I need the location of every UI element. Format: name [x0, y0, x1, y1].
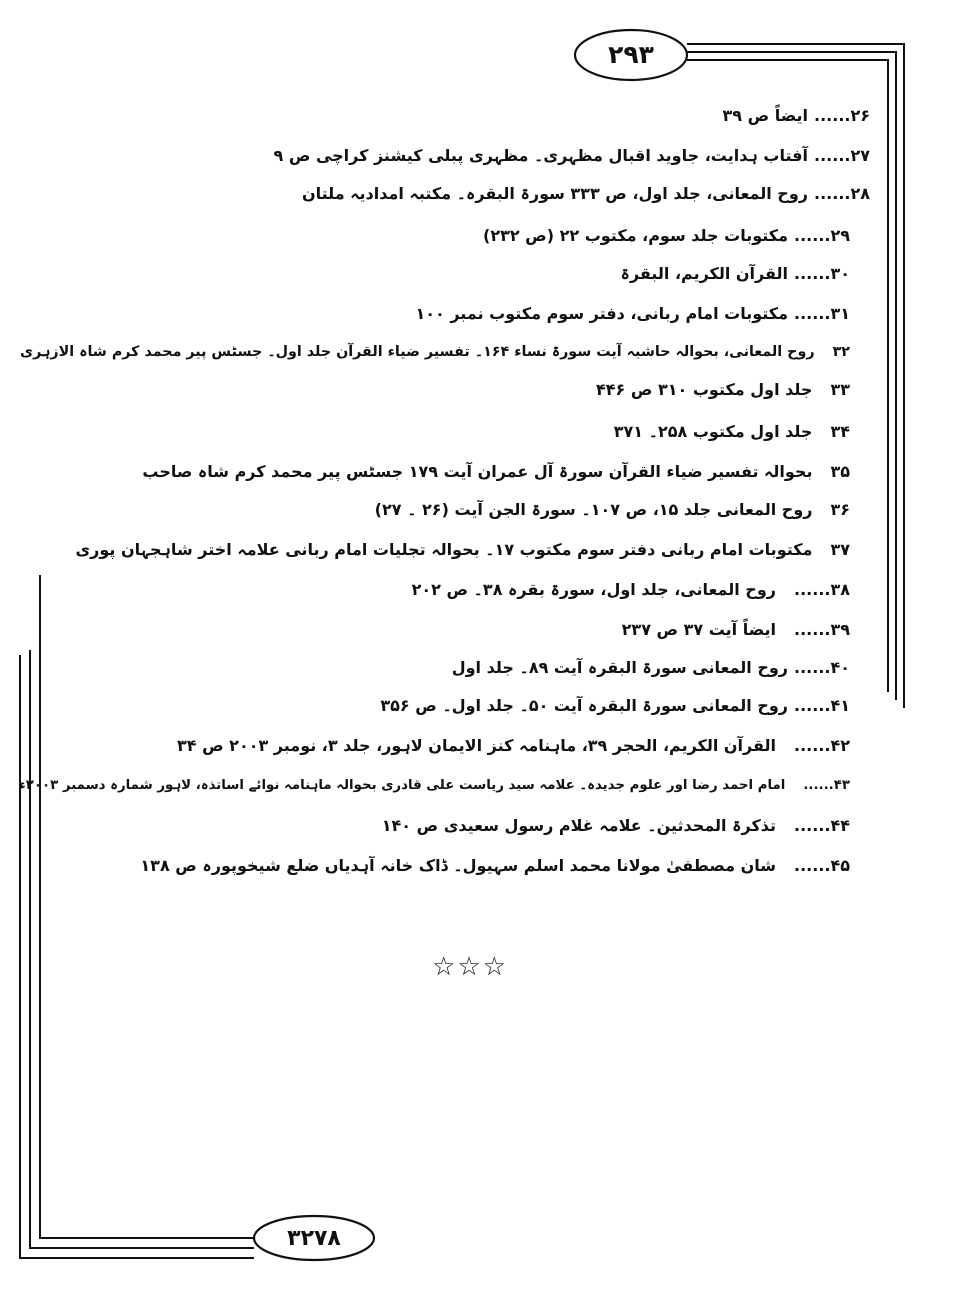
- footnote-37: [76, 536, 851, 564]
- footnote-number: ۳۳: [830, 380, 850, 399]
- footnote-text: روح المعانی سورۃ البقرہ آیت ۵۰۔ جلد اول۔ ص ۳۵۶: [380, 696, 788, 715]
- footnote-text: جلد اول مکتوب ۲۵۸۔ ۳۷۱: [613, 422, 813, 441]
- footnote-number: ۳۷: [830, 540, 850, 559]
- footnote-text: امام احمد رضا اور علوم جدیدہ۔ علامہ سید ریاست علی قادری بحوالہ ماہنامہ نوائے اساتذہ، لاہور شمارہ دسمبر ۲۰۰۳ء: [18, 778, 786, 793]
- footnote-26: [723, 102, 870, 130]
- footnote-number: ۲۹......: [794, 226, 850, 245]
- footnote-text: روح المعانی جلد ۱۵، ص ۱۰۷۔ سورۃ الجن آیت (۲۶ ۔ ۲۷): [374, 500, 813, 519]
- footnote-text: ایضاً آیت ۳۷ ص ۲۳۷: [621, 620, 776, 639]
- footnote-36: [375, 496, 850, 524]
- footnote-32: [20, 338, 850, 366]
- footnote-number: ۴۳......: [803, 778, 850, 793]
- footnote-30: [621, 260, 851, 288]
- footnote-38: [412, 576, 850, 604]
- footnote-44: [382, 812, 850, 840]
- footnote-number: ۴۵......: [794, 856, 850, 875]
- footnote-number: ۳۱......: [794, 304, 850, 323]
- footnote-text: آفتاب ہدایت، جاوید اقبال مظہری۔ مظہری پبلی کیشنز کراچی ص ۹: [273, 146, 808, 165]
- footnote-31: [415, 300, 850, 328]
- footnote-28: [302, 180, 870, 208]
- footnote-number: ۴۰......: [794, 658, 850, 677]
- footnote-number: ۴۴......: [794, 816, 850, 835]
- footnote-number: ۳۴: [830, 422, 850, 441]
- footnote-text: مکتوبات امام ربانی، دفتر سوم مکتوب نمبر ۱۰۰: [415, 304, 788, 323]
- footnote-34: [614, 418, 850, 446]
- footnote-33: [596, 376, 850, 404]
- footnote-40: [452, 654, 850, 682]
- footnote-text: روح المعانی سورۃ البقرہ آیت ۸۹۔ جلد اول: [451, 658, 788, 677]
- footnote-text: روح المعانی، جلد اول، سورۃ بقرہ ۳۸۔ ص ۲۰۲: [411, 580, 776, 599]
- footnote-number: ۳۹......: [794, 620, 850, 639]
- footnote-27: [274, 142, 870, 170]
- footnote-text: مکتوبات جلد سوم، مکتوب ۲۲ (ص ۲۳۲): [483, 226, 788, 245]
- footnote-text: تذکرۃ المحدثین۔ علامہ غلام رسول سعیدی ص ۱۴۰: [381, 816, 776, 835]
- footnote-number: ۲۶......: [814, 106, 870, 125]
- footnote-number: ۲۷......: [814, 146, 870, 165]
- footnote-text: جلد اول مکتوب ۳۱۰ ص ۴۴۶: [596, 380, 813, 399]
- footnote-text: روح المعانی، بحوالہ حاشیہ آیت سورۃ نساء ۱۶۴۔ تفسیر ضیاء القرآن جلد اول۔ جسٹس پیر محمد کرم شاہ الازہری: [20, 344, 815, 360]
- footnote-text: القرآن الکریم، البقرۃ: [620, 264, 788, 283]
- footnote-number: ۴۲......: [794, 736, 850, 755]
- footnote-number: ۳۸......: [794, 580, 850, 599]
- footnote-35: [142, 458, 850, 486]
- footnote-42: [177, 732, 850, 760]
- footnote-29: [483, 222, 850, 250]
- footnote-number: ۳۶: [830, 500, 850, 519]
- footnote-number: ۲۸......: [814, 184, 870, 203]
- footnote-number: ۳۵: [830, 462, 850, 481]
- page-number-bottom: ۳۲۷۸: [287, 1225, 341, 1251]
- footnote-text: شان مصطفیٰ مولانا محمد اسلم سہیول۔ ڈاک خانہ آہدیاں ضلع شیخوپورہ ص ۱۳۸: [140, 856, 776, 875]
- footnote-text: بحوالہ تفسیر ضیاء القرآن سورۃ آل عمران آیت ۱۷۹ جسٹس پیر محمد کرم شاہ صاحب: [142, 462, 813, 481]
- footnote-45: [140, 852, 850, 880]
- footnote-number: ۳۰......: [794, 264, 850, 283]
- footnote-number: ۴۱......: [794, 696, 850, 715]
- footnote-text: ایضاً ص ۳۹: [722, 106, 808, 125]
- footnote-39: [622, 616, 850, 644]
- footnote-text: روح المعانی، جلد اول، ص ۳۳۳ سورۃ البقرہ۔ مکتبہ امدادیہ ملتان: [301, 184, 808, 203]
- footnote-number: ۳۲: [832, 344, 850, 360]
- page-number-top: ۲۹۳: [608, 39, 654, 69]
- footnote-text: القرآن الکریم، الحجر ۳۹، ماہنامہ کنز الایمان لاہور، جلد ۳، نومبر ۲۰۰۳ ص ۳۴: [176, 736, 776, 755]
- star-ornament: ☆☆☆: [432, 952, 508, 982]
- footnote-text: مکتوبات امام ربانی دفتر سوم مکتوب ۱۷۔ بحوالہ تجلیات امام ربانی علامہ اختر شاہجہان پوری: [75, 540, 813, 559]
- footnote-41: [380, 692, 850, 720]
- footnote-43: [19, 772, 850, 800]
